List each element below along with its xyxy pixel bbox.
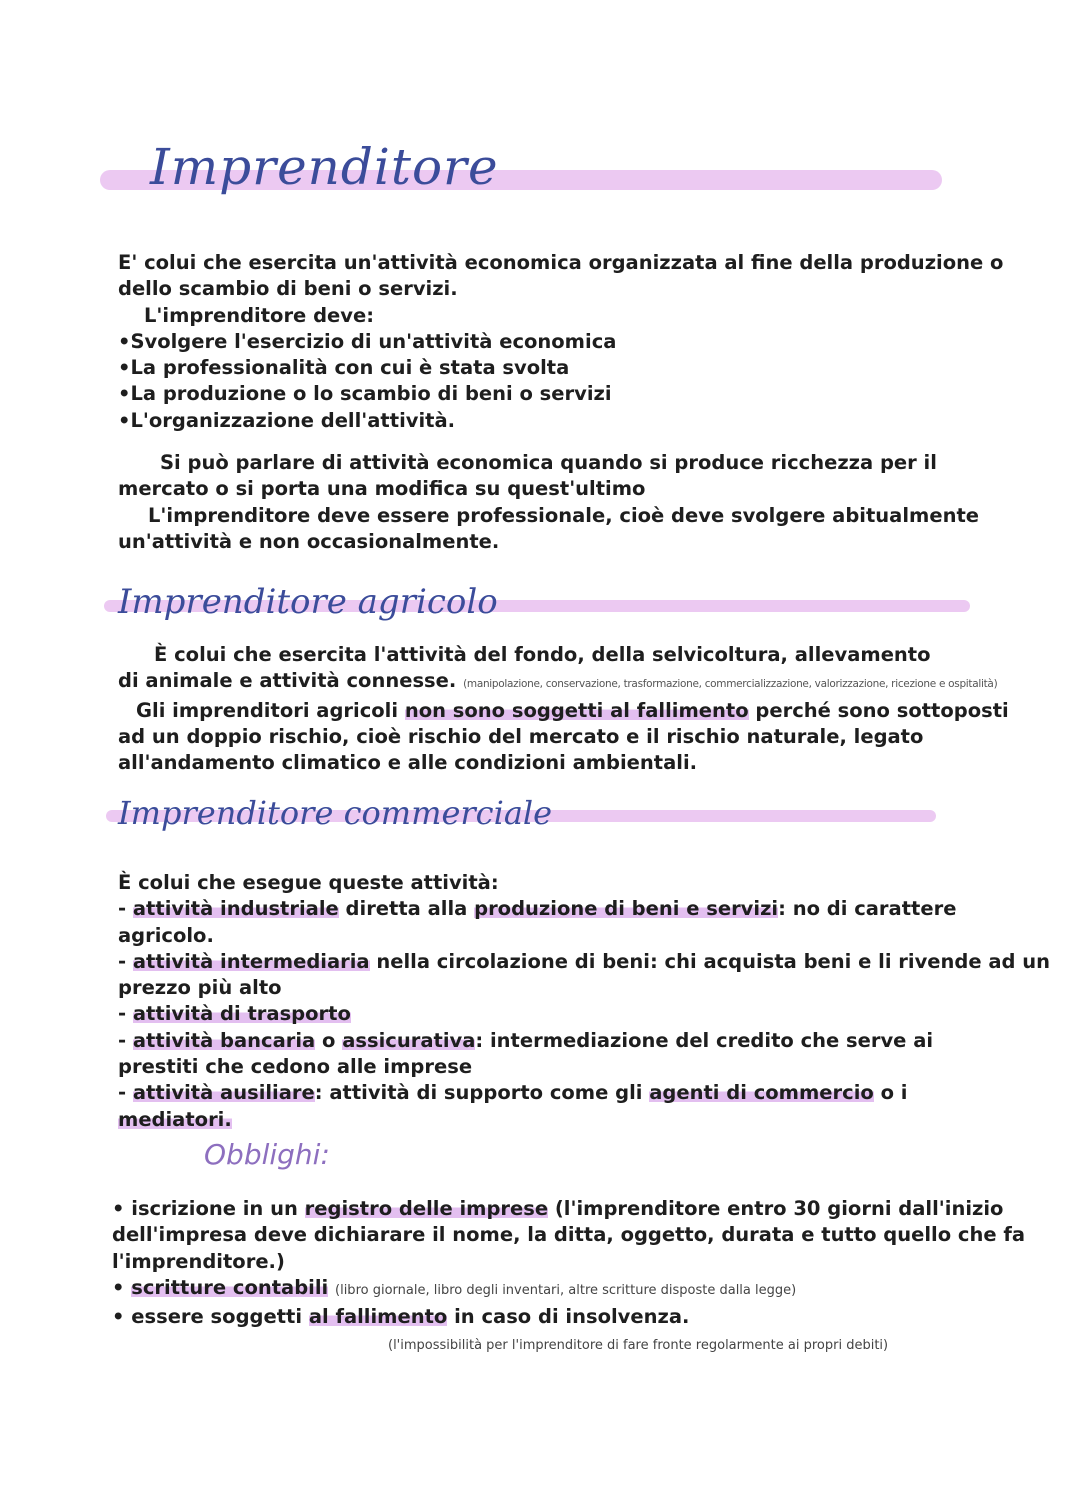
list-item: •La professionalità con cui è stata svolta: [118, 356, 570, 380]
activity-item-cont: agricolo.: [118, 923, 214, 947]
activity-item: - attività industriale diretta alla produzione di beni e servizi: no di carattere: [118, 897, 957, 921]
activity-item-cont: prestiti che cedono alle imprese: [118, 1055, 473, 1079]
highlight: attività ausiliare: [132, 1081, 315, 1105]
highlight: produzione di beni e servizi: [474, 897, 779, 921]
paragraph-line: Gli imprenditori agricoli non sono soggetti al fallimento perché sono sottoposti: [136, 698, 1009, 722]
paragraph-line: È colui che esercita l'attività del fondo, della selvicoltura, allevamento: [154, 643, 931, 666]
obblighi-title: Obblighi:: [204, 1138, 330, 1171]
paragraph-line: all'andamento climatico e alle condizioni ambientali.: [118, 751, 698, 775]
activity-item: - attività ausiliare: attività di supporto come gli agenti di commercio o i: [118, 1081, 908, 1105]
obligation-item: • iscrizione in un registro delle imprese (l'imprenditore entro 30 giorni dall'inizio: [112, 1197, 1004, 1220]
list-item: •L'organizzazione dell'attività.: [118, 408, 456, 432]
insolvenza-note: (l'impossibilità per l'imprenditore di fare fronte regolarmente ai propri debiti): [388, 1338, 889, 1354]
scritture-note: (libro giornale, libro degli inventari, altre scritture disposte dalla legge): [335, 1282, 797, 1298]
highlight: scritture contabili: [131, 1275, 329, 1299]
paragraph-line: È colui che esegue queste attività:: [118, 871, 499, 894]
bullet-icon: •: [112, 1197, 125, 1220]
highlight: mediatori.: [118, 1107, 232, 1131]
highlight: attività bancaria: [132, 1028, 316, 1052]
economic-activity-paragraph: [118, 450, 979, 555]
activity-item: - attività intermediaria nella circolazione di beni: chi acquista beni e li rivende ad un: [118, 949, 1051, 973]
intro-section: [118, 250, 1003, 434]
section-title-agricolo: Imprenditore agricolo: [118, 582, 498, 622]
paragraph-line: ad un doppio rischio, cioè rischio del mercato e il rischio naturale, legato: [118, 724, 924, 748]
highlight: attività di trasporto: [132, 1002, 351, 1026]
paragraph-line: di animale e attività connesse. (manipolazione, conservazione, trasformazione, commercializzazione, valorizzazione, ricezione e ospitalità): [118, 669, 998, 693]
definition-line: E' colui che esercita un'attività economica organizzata al fine della produzione o: [118, 251, 1004, 274]
bullet-icon: •: [118, 382, 131, 406]
paragraph-line: L'imprenditore deve essere professionale, cioè deve svolgere abitualmente: [148, 503, 979, 527]
paragraph-line: un'attività e non occasionalmente.: [118, 529, 500, 553]
activity-item-cont: [118, 1107, 1050, 1133]
highlight: attività industriale: [132, 897, 339, 921]
bullet-icon: •: [112, 1275, 125, 1299]
page-title: Imprenditore: [150, 138, 499, 196]
must-heading: L'imprenditore deve:: [144, 303, 374, 327]
activity-item-cont: prezzo più alto: [118, 976, 282, 1000]
activity-item: - attività di trasporto: [118, 1002, 351, 1026]
paragraph-line: mercato o si porta una modifica su quest'ultimo: [118, 477, 646, 501]
section-title-commerciale: Imprenditore commerciale: [118, 794, 553, 832]
highlight: assicurativa: [342, 1028, 476, 1052]
list-item: •La produzione o lo scambio di beni o servizi: [118, 382, 612, 406]
highlight: non sono soggetti al fallimento: [404, 698, 749, 722]
activity-item: - attività bancaria o assicurativa: intermediazione del credito che serve ai: [118, 1028, 934, 1052]
bullet-icon: •: [118, 329, 131, 353]
highlight: al fallimento: [308, 1305, 448, 1329]
agricolo-section: [118, 642, 1009, 776]
bullet-icon: •: [118, 356, 131, 380]
obligation-item-cont: l'imprenditore.): [112, 1249, 285, 1273]
agricolo-note: (manipolazione, conservazione, trasformazione, commercializzazione, valorizzazione, ricezione e ospitalità): [463, 678, 998, 691]
highlight: registro delle imprese: [304, 1197, 549, 1220]
highlight: agenti di commercio: [649, 1081, 874, 1105]
obblighi-section: [112, 1196, 1025, 1360]
definition-line: dello scambio di beni o servizi.: [118, 277, 458, 301]
obligation-item-cont: dell'impresa deve dichiarare il nome, la ditta, oggetto, durata e tutto quello che fa: [112, 1223, 1025, 1247]
commerciale-section: [118, 870, 1050, 1133]
highlight: attività intermediaria: [132, 949, 370, 973]
bullet-icon: •: [118, 408, 131, 432]
bullet-icon: •: [112, 1305, 125, 1329]
list-item: •Svolgere l'esercizio di un'attività economica: [118, 329, 617, 353]
paragraph-line: Si può parlare di attività economica quando si produce ricchezza per il: [160, 451, 937, 474]
obligation-item: [112, 1275, 1025, 1304]
obligation-item: • essere soggetti al fallimento in caso di insolvenza.: [112, 1305, 690, 1329]
